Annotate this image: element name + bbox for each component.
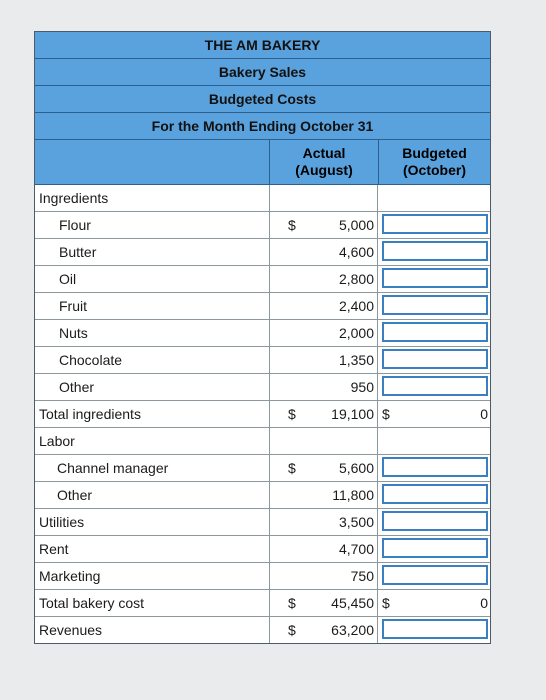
row-label: Other	[59, 379, 95, 395]
table-row	[35, 293, 490, 320]
actual-cell: 11,800	[269, 482, 377, 508]
actual-cell: 2,800	[269, 266, 377, 292]
report-period: For the Month Ending October 31	[35, 113, 490, 140]
budget-cell	[377, 212, 490, 238]
budget-input-other-labor[interactable]	[382, 484, 488, 504]
table-row	[35, 212, 490, 239]
budget-cell	[377, 428, 490, 454]
actual-cell: 950	[269, 374, 377, 400]
actual-cell: 2,400	[269, 293, 377, 319]
budget-cell	[377, 185, 490, 211]
row-label: Total bakery cost	[39, 595, 145, 611]
row-label: Utilities	[39, 514, 85, 530]
budget-cell	[377, 239, 490, 265]
row-label: Marketing	[39, 568, 101, 584]
row-label: Labor	[39, 433, 75, 449]
row-label: Butter	[59, 244, 97, 260]
budget-cell	[377, 266, 490, 292]
table-row	[35, 185, 490, 212]
budget-cell	[377, 482, 490, 508]
budget-input-marketing[interactable]	[382, 565, 488, 585]
budget-cell	[377, 347, 490, 373]
budget-cell	[377, 509, 490, 535]
report-title: Bakery Sales	[35, 59, 490, 86]
actual-cell: $ 5,600	[269, 455, 377, 481]
actual-cell	[269, 185, 377, 211]
actual-cell: 2,000	[269, 320, 377, 346]
budget-cell	[377, 617, 490, 643]
table-row	[35, 563, 490, 590]
row-label: Chocolate	[59, 352, 123, 368]
budget-table	[34, 31, 491, 644]
row-label: Flour	[59, 217, 91, 233]
actual-column-header: Actual (August)	[269, 140, 378, 184]
budget-cell	[377, 536, 490, 562]
row-label: Nuts	[59, 325, 88, 341]
budget-total-cell: $ 0	[377, 590, 490, 616]
actual-cell: 3,500	[269, 509, 377, 535]
report-subtitle: Budgeted Costs	[35, 86, 490, 113]
actual-cell: 4,600	[269, 239, 377, 265]
actual-cell: $ 45,450	[269, 590, 377, 616]
budget-input-flour[interactable]	[382, 214, 488, 234]
actual-cell: 4,700	[269, 536, 377, 562]
row-label: Channel manager	[57, 460, 169, 476]
row-label: Fruit	[59, 298, 87, 314]
table-row	[35, 239, 490, 266]
budget-input-other-ingredients[interactable]	[382, 376, 488, 396]
budget-input-utilities[interactable]	[382, 511, 488, 531]
table-row	[35, 536, 490, 563]
table-row	[35, 428, 490, 455]
company-name: THE AM BAKERY	[35, 32, 490, 59]
table-row	[35, 374, 490, 401]
budget-cell	[377, 320, 490, 346]
row-label: Oil	[59, 271, 77, 287]
budget-total-cell: $ 0	[377, 401, 490, 427]
budget-cell	[377, 374, 490, 400]
budget-cell	[377, 455, 490, 481]
budget-input-revenues[interactable]	[382, 619, 488, 639]
row-label: Total ingredients	[39, 406, 141, 422]
actual-cell: $ 5,000	[269, 212, 377, 238]
actual-cell: $ 63,200	[269, 617, 377, 643]
budget-cell	[377, 563, 490, 589]
actual-cell: 1,350	[269, 347, 377, 373]
budget-input-fruit[interactable]	[382, 295, 488, 315]
table-row	[35, 320, 490, 347]
table-row	[35, 455, 490, 482]
table-row	[35, 590, 490, 617]
row-label: Revenues	[39, 622, 103, 638]
actual-cell: $ 19,100	[269, 401, 377, 427]
table-row	[35, 347, 490, 374]
table-row	[35, 617, 490, 643]
table-row	[35, 266, 490, 293]
actual-cell	[269, 428, 377, 454]
actual-cell: 750	[269, 563, 377, 589]
budget-column-header: Budgeted (October)	[378, 140, 490, 184]
budget-input-nuts[interactable]	[382, 322, 488, 342]
row-label: Other	[57, 487, 93, 503]
budget-input-channel-manager[interactable]	[382, 457, 488, 477]
budget-input-rent[interactable]	[382, 538, 488, 558]
budget-cell	[377, 293, 490, 319]
row-label: Rent	[39, 541, 69, 557]
table-row	[35, 482, 490, 509]
column-headers	[35, 140, 490, 185]
table-row	[35, 401, 490, 428]
budget-input-oil[interactable]	[382, 268, 488, 288]
budget-input-butter[interactable]	[382, 241, 488, 261]
table-row	[35, 509, 490, 536]
row-label: Ingredients	[39, 190, 109, 206]
budget-input-chocolate[interactable]	[382, 349, 488, 369]
